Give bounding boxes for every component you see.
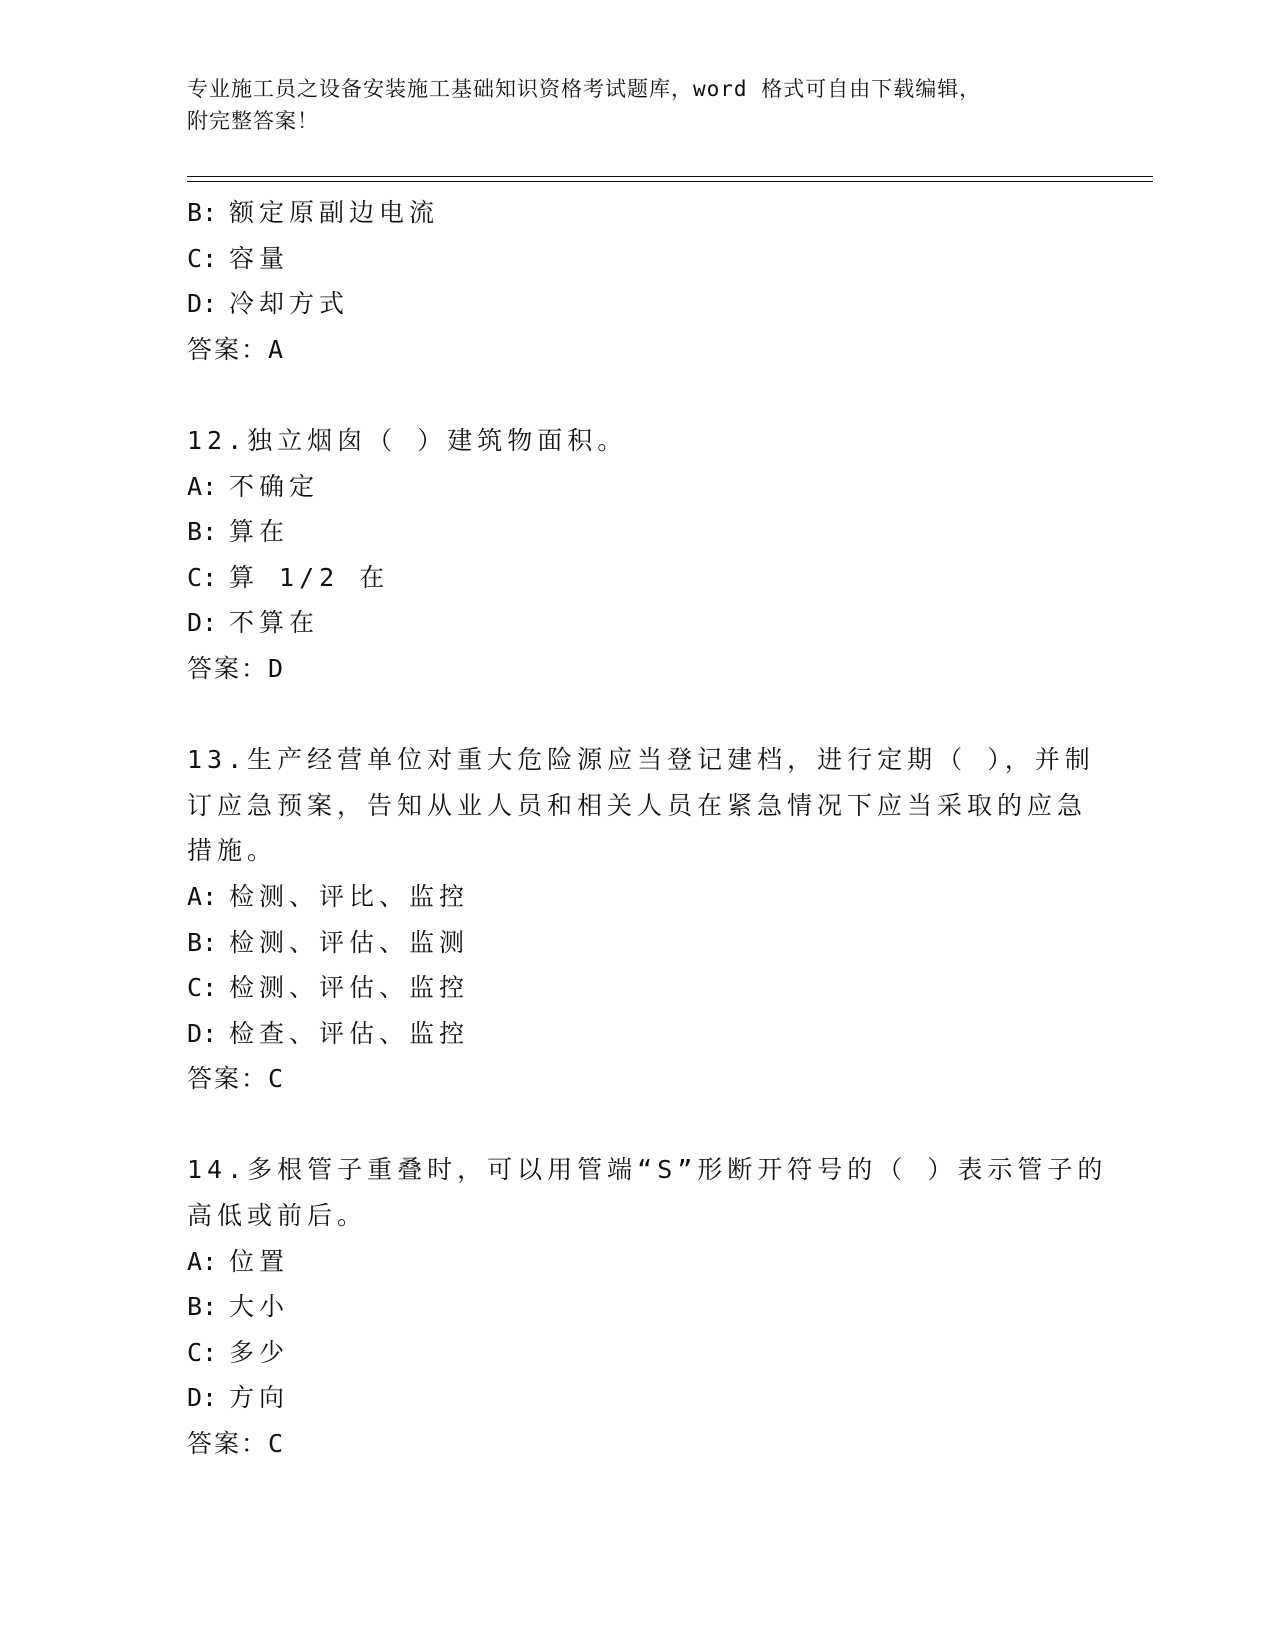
question-text: 13.生产经营单位对重大危险源应当登记建档，进行定期（ ），并制 bbox=[187, 745, 1095, 775]
question-12 bbox=[187, 418, 1087, 692]
option-b bbox=[187, 190, 1087, 236]
question-14 bbox=[187, 1147, 1108, 1466]
answer-line: 答案：C bbox=[187, 1064, 286, 1094]
header-divider-top bbox=[187, 176, 1153, 177]
option-text: 检测、评比、监控 bbox=[229, 881, 470, 911]
option-label: C: bbox=[187, 973, 218, 1003]
option-label: B: bbox=[187, 927, 218, 957]
option-label: B: bbox=[187, 517, 218, 547]
option-text: 位置 bbox=[229, 1246, 290, 1276]
header-line-2: 附完整答案！ bbox=[187, 109, 319, 133]
option-label: A: bbox=[187, 471, 218, 501]
option-text: 多少 bbox=[229, 1337, 290, 1367]
header-divider-bottom bbox=[187, 181, 1153, 182]
header-line-1: 专业施工员之设备安装施工基础知识资格考试题库，word 格式可自由下载编辑， bbox=[187, 77, 982, 101]
option-text: 不确定 bbox=[229, 471, 320, 501]
option-text: 检测、评估、监控 bbox=[229, 973, 470, 1003]
question-text: 高低或前后。 bbox=[187, 1201, 368, 1231]
option-label: A: bbox=[187, 1246, 218, 1276]
answer-line: 答案：D bbox=[187, 653, 286, 683]
option-text: 检测、评估、监测 bbox=[229, 927, 470, 957]
option-label: D: bbox=[187, 289, 218, 319]
option-d bbox=[187, 600, 1087, 646]
option-text: 算在 bbox=[229, 517, 290, 547]
option-c bbox=[187, 1330, 1087, 1376]
option-label: B: bbox=[187, 1292, 218, 1322]
option-text: 大小 bbox=[229, 1292, 290, 1322]
option-label: D: bbox=[187, 1018, 218, 1048]
option-c bbox=[187, 236, 1087, 282]
option-text: 检查、评估、监控 bbox=[229, 1018, 470, 1048]
answer-line: 答案：A bbox=[187, 334, 286, 364]
question-text: 订应急预案，告知从业人员和相关人员在紧急情况下应当采取的应急 bbox=[187, 790, 1088, 820]
option-text: 不算在 bbox=[229, 608, 320, 638]
option-label: A: bbox=[187, 881, 218, 911]
option-text: 额定原副边电流 bbox=[229, 198, 440, 227]
answer-line: 答案：C bbox=[187, 1429, 286, 1459]
document-header bbox=[187, 73, 1087, 137]
option-label: D: bbox=[187, 608, 218, 638]
spacer bbox=[187, 1102, 1087, 1148]
option-b bbox=[187, 920, 1087, 966]
option-b bbox=[187, 1284, 1087, 1330]
option-d bbox=[187, 1011, 1087, 1057]
option-d bbox=[187, 281, 1087, 327]
option-label: C: bbox=[187, 243, 218, 273]
option-b bbox=[187, 509, 1087, 555]
option-c bbox=[187, 555, 1087, 601]
prev-question-block bbox=[187, 190, 1087, 372]
option-a bbox=[187, 874, 1087, 920]
question-text: 14.多根管子重叠时，可以用管端“S”形断开符号的（ ）表示管子的 bbox=[187, 1155, 1108, 1185]
option-a bbox=[187, 464, 1087, 510]
option-a bbox=[187, 1239, 1087, 1285]
spacer bbox=[187, 692, 1087, 738]
question-text: 12.独立烟囱（ ）建筑物面积。 bbox=[187, 425, 628, 455]
option-label: D: bbox=[187, 1383, 218, 1413]
question-content bbox=[187, 190, 1108, 1467]
option-label: C: bbox=[187, 562, 218, 592]
option-c bbox=[187, 965, 1087, 1011]
option-text: 方向 bbox=[229, 1383, 290, 1413]
option-d bbox=[187, 1375, 1087, 1421]
option-label: C: bbox=[187, 1337, 218, 1367]
option-text: 算 1/2 在 bbox=[229, 562, 390, 592]
option-text: 容量 bbox=[229, 243, 290, 273]
question-text: 措施。 bbox=[187, 836, 278, 866]
option-label: B: bbox=[187, 198, 218, 227]
spacer bbox=[187, 372, 1087, 418]
question-13 bbox=[187, 737, 1095, 1102]
option-text: 冷却方式 bbox=[229, 289, 350, 319]
